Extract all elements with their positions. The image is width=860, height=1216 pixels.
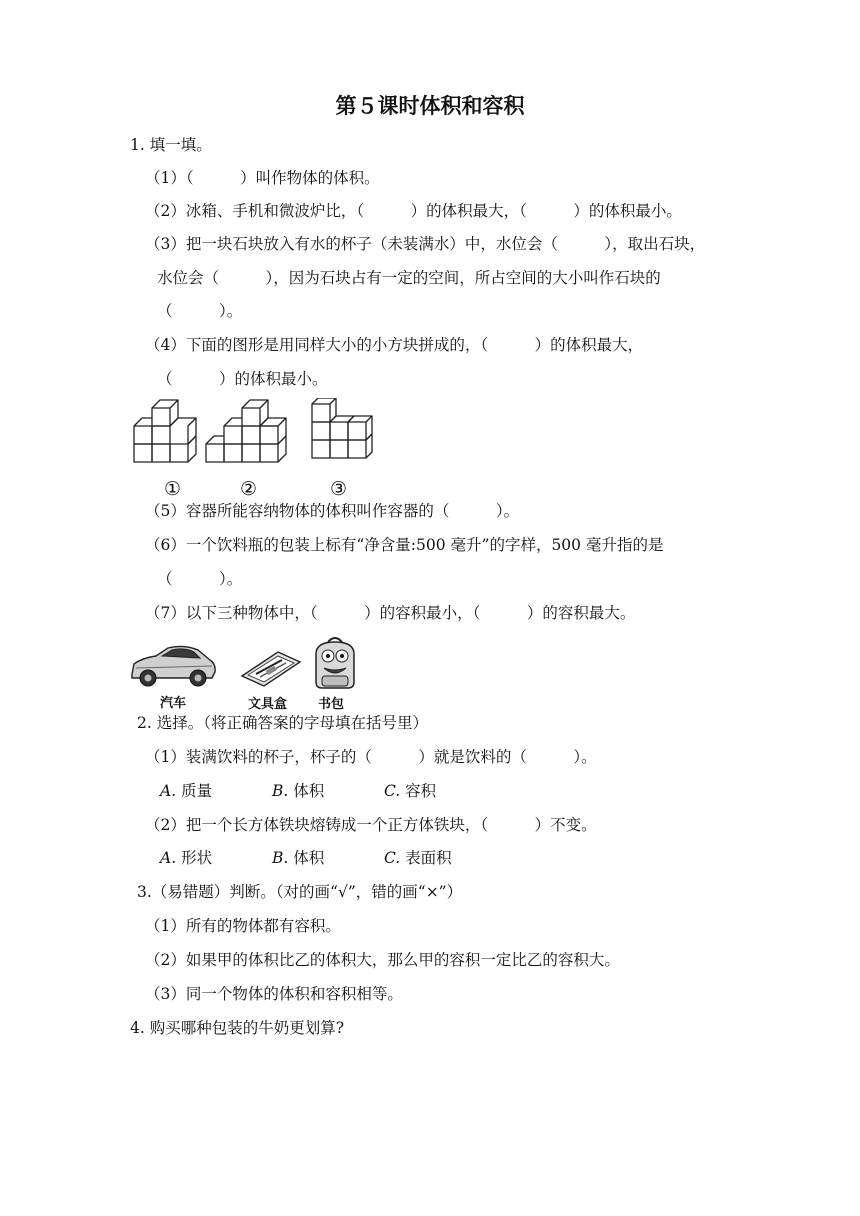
q1-item-6-line2: （ ）。 — [157, 570, 243, 588]
q1-item-1: （1）（ ）叫作物体的体积。 — [145, 169, 380, 187]
q1-item-4-line2: （ ）的体积最小。 — [157, 370, 328, 388]
q4-heading: 4. 购买哪种包装的牛奶更划算? — [130, 1019, 345, 1037]
q1-item-4-line1: （4）下面的图形是用同样大小的小方块拼成的，（ ）的体积最大， — [145, 336, 644, 354]
q1-item-6-line1: （6）一个饮料瓶的包装上标有“净含量:500 毫升”的字样，500 毫升指的是 — [145, 536, 664, 554]
q1-item-3-line1: （3）把一块石块放入有水的杯子（未装满水）中，水位会（ ），取出石块， — [145, 235, 706, 253]
q2-item-1-option-a: A. 质量 — [160, 782, 213, 800]
figure-label-3: ③ — [330, 478, 348, 500]
q1-item-7: （7）以下三种物体中，（ ）的容积最小，（ ）的容积最大。 — [145, 604, 636, 622]
q3-item-3: （3）同一个物体的体积和容积相等。 — [145, 985, 403, 1003]
object-label-car: 汽车 — [160, 696, 187, 711]
q3-item-1: （1）所有的物体都有容积。 — [145, 917, 341, 935]
page-title: 第５课时体积和容积 — [335, 94, 525, 118]
q2-item-1: （1）装满饮料的杯子，杯子的（ ）就是饮料的（ ）。 — [145, 748, 597, 766]
cube-figure-2 — [206, 400, 286, 462]
cube-figure-1 — [134, 400, 196, 462]
q1-item-5: （5）容器所能容纳物体的体积叫作容器的（ ）。 — [145, 502, 520, 520]
object-label-pencil-box: 文具盒 — [248, 697, 288, 712]
figure-label-2: ② — [240, 478, 258, 500]
q2-item-2: （2）把一个长方体铁块熔铸成一个正方体铁块，（ ）不变。 — [145, 816, 597, 834]
q3-heading: 3.（易错题）判断。（对的画“√”，错的画“×”） — [137, 883, 463, 901]
q1-item-3-line3: （ ）。 — [157, 302, 243, 320]
backpack-image — [310, 634, 360, 692]
object-label-backpack: 书包 — [318, 697, 345, 712]
q2-heading: 2. 选择。（将正确答案的字母填在括号里） — [137, 714, 428, 732]
q2-item-2-option-a: A. 形状 — [160, 849, 213, 867]
car-image — [128, 634, 218, 690]
q2-item-2-option-b: B. 体积 — [272, 849, 325, 867]
cube-figure-3 — [312, 398, 372, 458]
q3-item-2: （2）如果甲的体积比乙的体积大，那么甲的容积一定比乙的容积大。 — [145, 951, 620, 969]
q1-item-3-line2: 水位会（ ），因为石块占有一定的空间，所占空间的大小叫作石块的 — [157, 269, 661, 287]
q1-item-2: （2）冰箱、手机和微波炉比，（ ）的体积最大，（ ）的体积最小。 — [145, 202, 682, 220]
q2-item-1-option-c: C. 容积 — [384, 782, 437, 800]
cube-figures — [128, 398, 378, 470]
q2-item-2-option-c: C. 表面积 — [384, 849, 452, 867]
q2-item-1-option-b: B. 体积 — [272, 782, 325, 800]
figure-label-1: ① — [164, 478, 182, 500]
pencil-box-image — [238, 648, 302, 688]
q1-heading: 1. 填一填。 — [130, 136, 212, 154]
